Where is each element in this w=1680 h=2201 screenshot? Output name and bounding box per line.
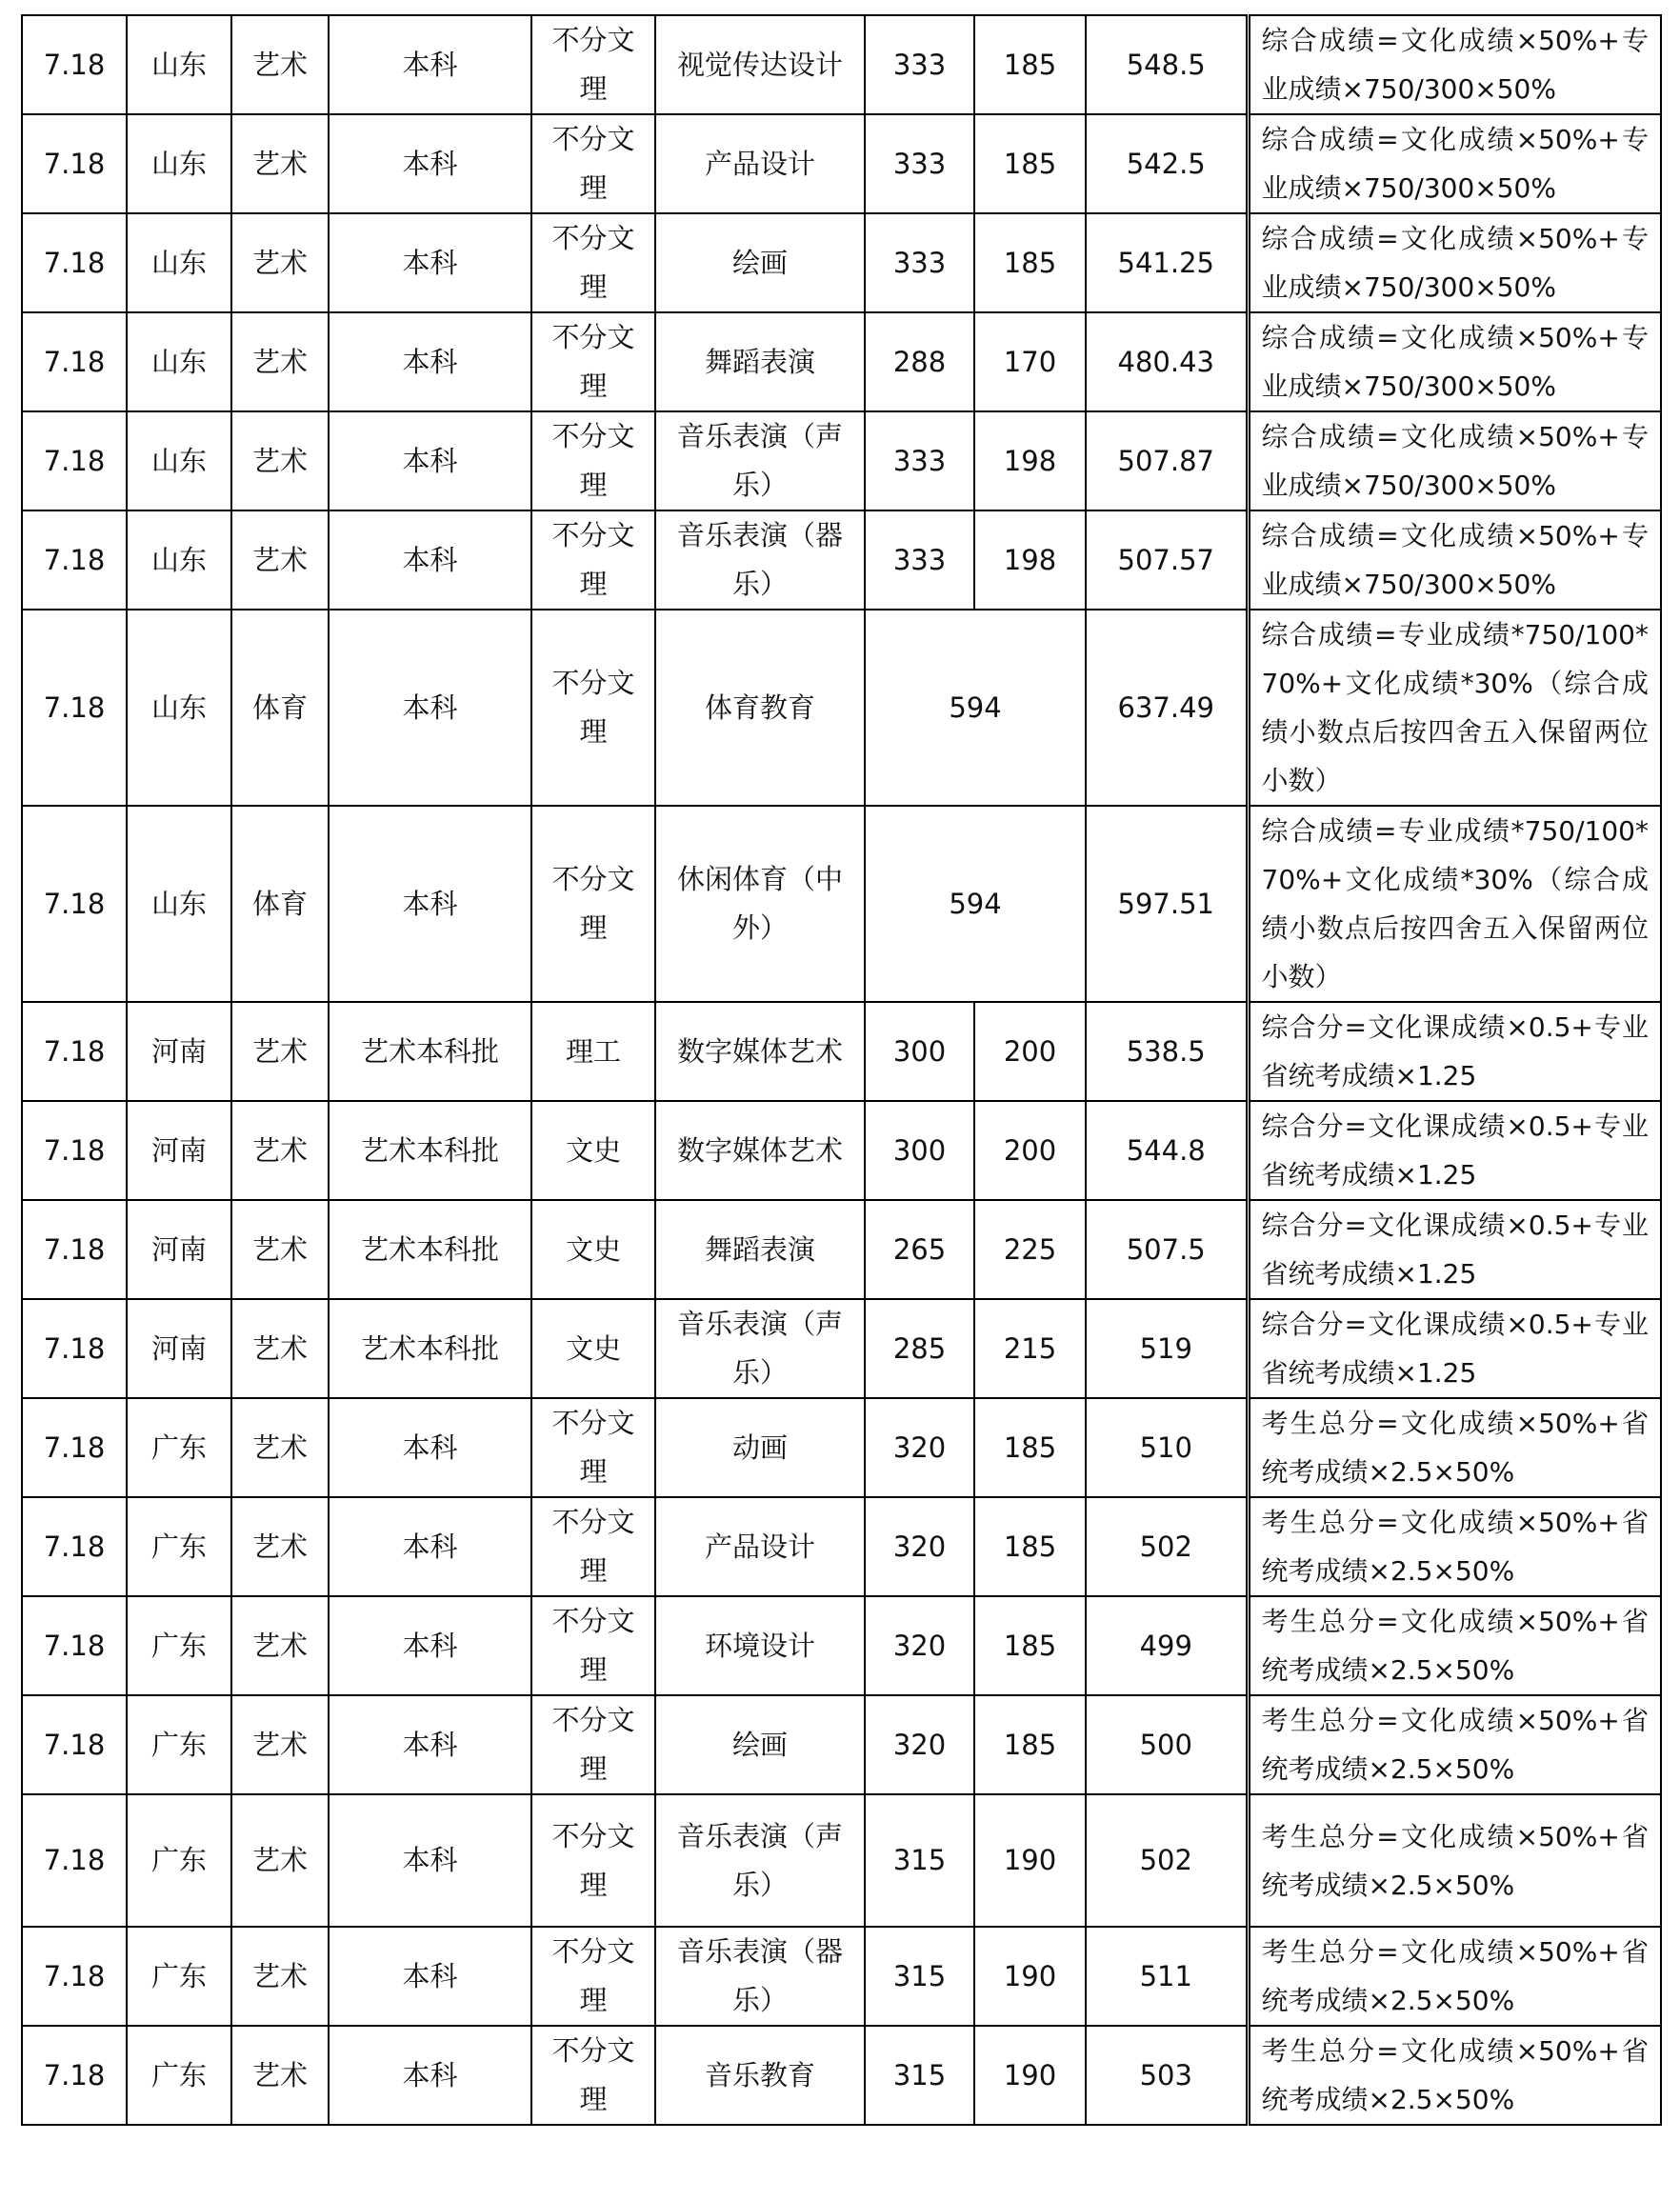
cell-cultural-line: 320	[865, 1497, 974, 1596]
table-row	[22, 2026, 1661, 2125]
cell-formula: 综合成绩=文化成绩×50%+专业成绩×750/300×50%	[1248, 510, 1661, 610]
cell-date: 7.18	[22, 312, 127, 411]
cell-major: 绘画	[655, 213, 865, 312]
table-row	[22, 213, 1661, 312]
cell-batch: 本科	[329, 610, 531, 806]
cell-province: 山东	[127, 213, 231, 312]
cell-province: 河南	[127, 1002, 231, 1101]
cell-batch: 本科	[329, 1695, 531, 1794]
cell-professional-line: 185	[974, 114, 1086, 213]
cell-cultural-line: 333	[865, 15, 974, 114]
cell-category: 艺术	[231, 1200, 329, 1299]
cell-formula: 综合成绩=专业成绩*750/100*70%+文化成绩*30%（综合成绩小数点后按四舍五入保留两位小数）	[1248, 610, 1661, 806]
table-row	[22, 1398, 1661, 1497]
cell-cultural-line: 320	[865, 1596, 974, 1695]
cell-min-score: 548.5	[1086, 15, 1248, 114]
cell-cultural-line: 285	[865, 1299, 974, 1398]
cell-min-score: 542.5	[1086, 114, 1248, 213]
cell-subject: 不分文理	[531, 411, 655, 510]
cell-subject: 不分文理	[531, 1794, 655, 1927]
cell-province: 山东	[127, 15, 231, 114]
cell-control-line: 594	[865, 806, 1086, 1002]
cell-date: 7.18	[22, 114, 127, 213]
cell-professional-line: 185	[974, 1398, 1086, 1497]
cell-formula: 综合成绩=文化成绩×50%+专业成绩×750/300×50%	[1248, 114, 1661, 213]
cell-major: 音乐表演（声乐）	[655, 411, 865, 510]
cell-cultural-line: 320	[865, 1695, 974, 1794]
cell-cultural-line: 300	[865, 1002, 974, 1101]
cell-cultural-line: 333	[865, 114, 974, 213]
cell-category: 艺术	[231, 1002, 329, 1101]
cell-cultural-line: 333	[865, 213, 974, 312]
admission-score-table	[21, 14, 1662, 2126]
cell-batch: 本科	[329, 806, 531, 1002]
cell-professional-line: 198	[974, 510, 1086, 610]
cell-major: 动画	[655, 1398, 865, 1497]
cell-batch: 本科	[329, 1497, 531, 1596]
cell-formula: 综合分=文化课成绩×0.5+专业省统考成绩×1.25	[1248, 1299, 1661, 1398]
cell-professional-line: 190	[974, 2026, 1086, 2125]
cell-min-score: 507.5	[1086, 1200, 1248, 1299]
cell-province: 河南	[127, 1299, 231, 1398]
cell-formula: 考生总分=文化成绩×50%+省统考成绩×2.5×50%	[1248, 1927, 1661, 2026]
cell-batch: 本科	[329, 1398, 531, 1497]
cell-batch: 本科	[329, 114, 531, 213]
cell-category: 艺术	[231, 1497, 329, 1596]
cell-batch: 艺术本科批	[329, 1002, 531, 1101]
cell-major: 体育教育	[655, 610, 865, 806]
cell-date: 7.18	[22, 610, 127, 806]
cell-category: 艺术	[231, 1794, 329, 1927]
cell-professional-line: 225	[974, 1200, 1086, 1299]
cell-category: 艺术	[231, 1596, 329, 1695]
table-row	[22, 1002, 1661, 1101]
cell-date: 7.18	[22, 213, 127, 312]
cell-cultural-line: 265	[865, 1200, 974, 1299]
cell-batch: 本科	[329, 411, 531, 510]
table-row	[22, 610, 1661, 806]
cell-cultural-line: 315	[865, 2026, 974, 2125]
cell-subject: 理工	[531, 1002, 655, 1101]
cell-min-score: 544.8	[1086, 1101, 1248, 1200]
cell-formula: 考生总分=文化成绩×50%+省统考成绩×2.5×50%	[1248, 1596, 1661, 1695]
cell-control-line: 594	[865, 610, 1086, 806]
cell-subject: 不分文理	[531, 806, 655, 1002]
cell-province: 山东	[127, 312, 231, 411]
cell-category: 艺术	[231, 411, 329, 510]
cell-min-score: 511	[1086, 1927, 1248, 2026]
table-row	[22, 806, 1661, 1002]
cell-category: 艺术	[231, 1398, 329, 1497]
cell-subject: 不分文理	[531, 1927, 655, 2026]
cell-category: 体育	[231, 806, 329, 1002]
cell-formula: 综合成绩=文化成绩×50%+专业成绩×750/300×50%	[1248, 411, 1661, 510]
cell-province: 广东	[127, 1398, 231, 1497]
cell-batch: 本科	[329, 510, 531, 610]
cell-subject: 不分文理	[531, 213, 655, 312]
table-row	[22, 15, 1661, 114]
cell-formula: 考生总分=文化成绩×50%+省统考成绩×2.5×50%	[1248, 1497, 1661, 1596]
cell-province: 河南	[127, 1200, 231, 1299]
cell-batch: 艺术本科批	[329, 1101, 531, 1200]
table-row	[22, 1200, 1661, 1299]
cell-major: 环境设计	[655, 1596, 865, 1695]
cell-formula: 综合分=文化课成绩×0.5+专业省统考成绩×1.25	[1248, 1101, 1661, 1200]
cell-major: 音乐表演（声乐）	[655, 1794, 865, 1927]
cell-formula: 综合成绩=文化成绩×50%+专业成绩×750/300×50%	[1248, 15, 1661, 114]
table-row	[22, 1497, 1661, 1596]
cell-province: 河南	[127, 1101, 231, 1200]
cell-cultural-line: 315	[865, 1794, 974, 1927]
cell-cultural-line: 300	[865, 1101, 974, 1200]
cell-category: 艺术	[231, 510, 329, 610]
cell-min-score: 519	[1086, 1299, 1248, 1398]
cell-category: 艺术	[231, 1927, 329, 2026]
cell-date: 7.18	[22, 1002, 127, 1101]
cell-batch: 本科	[329, 1794, 531, 1927]
table-body	[22, 15, 1661, 2125]
cell-cultural-line: 320	[865, 1398, 974, 1497]
cell-subject: 文史	[531, 1299, 655, 1398]
cell-province: 山东	[127, 806, 231, 1002]
cell-cultural-line: 333	[865, 510, 974, 610]
cell-province: 山东	[127, 610, 231, 806]
cell-major: 数字媒体艺术	[655, 1002, 865, 1101]
cell-min-score: 502	[1086, 1497, 1248, 1596]
cell-cultural-line: 315	[865, 1927, 974, 2026]
cell-professional-line: 185	[974, 213, 1086, 312]
cell-batch: 本科	[329, 2026, 531, 2125]
cell-major: 数字媒体艺术	[655, 1101, 865, 1200]
table-row	[22, 1695, 1661, 1794]
table-row	[22, 1927, 1661, 2026]
cell-batch: 本科	[329, 1596, 531, 1695]
cell-min-score: 503	[1086, 2026, 1248, 2125]
table-row	[22, 1101, 1661, 1200]
table-row	[22, 1596, 1661, 1695]
cell-subject: 不分文理	[531, 1398, 655, 1497]
cell-subject: 文史	[531, 1101, 655, 1200]
cell-formula: 考生总分=文化成绩×50%+省统考成绩×2.5×50%	[1248, 1398, 1661, 1497]
cell-major: 音乐教育	[655, 2026, 865, 2125]
cell-major: 绘画	[655, 1695, 865, 1794]
cell-min-score: 507.57	[1086, 510, 1248, 610]
cell-professional-line: 200	[974, 1002, 1086, 1101]
cell-category: 艺术	[231, 312, 329, 411]
cell-professional-line: 200	[974, 1101, 1086, 1200]
cell-date: 7.18	[22, 1299, 127, 1398]
cell-formula: 考生总分=文化成绩×50%+省统考成绩×2.5×50%	[1248, 1794, 1661, 1927]
cell-province: 广东	[127, 1695, 231, 1794]
cell-category: 艺术	[231, 2026, 329, 2125]
cell-date: 7.18	[22, 1497, 127, 1596]
cell-subject: 不分文理	[531, 114, 655, 213]
cell-subject: 文史	[531, 1200, 655, 1299]
cell-province: 山东	[127, 510, 231, 610]
cell-min-score: 500	[1086, 1695, 1248, 1794]
cell-subject: 不分文理	[531, 15, 655, 114]
cell-date: 7.18	[22, 510, 127, 610]
table-row	[22, 1794, 1661, 1927]
cell-category: 艺术	[231, 1299, 329, 1398]
cell-major: 音乐表演（器乐）	[655, 510, 865, 610]
cell-professional-line: 185	[974, 1596, 1086, 1695]
cell-province: 山东	[127, 411, 231, 510]
cell-subject: 不分文理	[531, 2026, 655, 2125]
table-row	[22, 411, 1661, 510]
cell-category: 艺术	[231, 15, 329, 114]
cell-professional-line: 190	[974, 1794, 1086, 1927]
cell-min-score: 538.5	[1086, 1002, 1248, 1101]
cell-category: 艺术	[231, 1695, 329, 1794]
cell-subject: 不分文理	[531, 1695, 655, 1794]
cell-batch: 艺术本科批	[329, 1299, 531, 1398]
cell-date: 7.18	[22, 1596, 127, 1695]
cell-subject: 不分文理	[531, 312, 655, 411]
cell-major: 视觉传达设计	[655, 15, 865, 114]
cell-professional-line: 185	[974, 1695, 1086, 1794]
cell-formula: 综合成绩=文化成绩×50%+专业成绩×750/300×50%	[1248, 312, 1661, 411]
table-row	[22, 1299, 1661, 1398]
cell-min-score: 499	[1086, 1596, 1248, 1695]
cell-date: 7.18	[22, 1695, 127, 1794]
cell-date: 7.18	[22, 1927, 127, 2026]
cell-date: 7.18	[22, 411, 127, 510]
cell-batch: 本科	[329, 213, 531, 312]
cell-min-score: 480.43	[1086, 312, 1248, 411]
cell-major: 休闲体育（中外）	[655, 806, 865, 1002]
cell-major: 产品设计	[655, 1497, 865, 1596]
cell-professional-line: 185	[974, 1497, 1086, 1596]
cell-formula: 综合分=文化课成绩×0.5+专业省统考成绩×1.25	[1248, 1002, 1661, 1101]
cell-province: 广东	[127, 1596, 231, 1695]
cell-province: 山东	[127, 114, 231, 213]
cell-formula: 考生总分=文化成绩×50%+省统考成绩×2.5×50%	[1248, 2026, 1661, 2125]
cell-subject: 不分文理	[531, 510, 655, 610]
cell-subject: 不分文理	[531, 1596, 655, 1695]
cell-date: 7.18	[22, 806, 127, 1002]
cell-batch: 本科	[329, 312, 531, 411]
cell-date: 7.18	[22, 2026, 127, 2125]
cell-cultural-line: 333	[865, 411, 974, 510]
cell-category: 艺术	[231, 213, 329, 312]
cell-professional-line: 215	[974, 1299, 1086, 1398]
cell-professional-line: 198	[974, 411, 1086, 510]
cell-batch: 本科	[329, 1927, 531, 2026]
cell-formula: 综合分=文化课成绩×0.5+专业省统考成绩×1.25	[1248, 1200, 1661, 1299]
cell-major: 音乐表演（声乐）	[655, 1299, 865, 1398]
cell-category: 体育	[231, 610, 329, 806]
cell-province: 广东	[127, 2026, 231, 2125]
cell-major: 舞蹈表演	[655, 1200, 865, 1299]
cell-min-score: 541.25	[1086, 213, 1248, 312]
cell-date: 7.18	[22, 1200, 127, 1299]
cell-category: 艺术	[231, 1101, 329, 1200]
cell-date: 7.18	[22, 15, 127, 114]
cell-min-score: 637.49	[1086, 610, 1248, 806]
cell-batch: 本科	[329, 15, 531, 114]
cell-date: 7.18	[22, 1398, 127, 1497]
cell-formula: 综合成绩=专业成绩*750/100*70%+文化成绩*30%（综合成绩小数点后按四舍五入保留两位小数）	[1248, 806, 1661, 1002]
cell-professional-line: 185	[974, 15, 1086, 114]
cell-professional-line: 190	[974, 1927, 1086, 2026]
cell-min-score: 502	[1086, 1794, 1248, 1927]
cell-date: 7.18	[22, 1794, 127, 1927]
table-row	[22, 312, 1661, 411]
cell-province: 广东	[127, 1794, 231, 1927]
score-table-wrapper	[21, 14, 1662, 2126]
cell-cultural-line: 288	[865, 312, 974, 411]
cell-min-score: 510	[1086, 1398, 1248, 1497]
cell-batch: 艺术本科批	[329, 1200, 531, 1299]
cell-major: 舞蹈表演	[655, 312, 865, 411]
cell-subject: 不分文理	[531, 1497, 655, 1596]
cell-date: 7.18	[22, 1101, 127, 1200]
cell-subject: 不分文理	[531, 610, 655, 806]
cell-formula: 考生总分=文化成绩×50%+省统考成绩×2.5×50%	[1248, 1695, 1661, 1794]
cell-min-score: 597.51	[1086, 806, 1248, 1002]
table-row	[22, 510, 1661, 610]
cell-professional-line: 170	[974, 312, 1086, 411]
cell-min-score: 507.87	[1086, 411, 1248, 510]
cell-major: 音乐表演（器乐）	[655, 1927, 865, 2026]
cell-province: 广东	[127, 1927, 231, 2026]
cell-formula: 综合成绩=文化成绩×50%+专业成绩×750/300×50%	[1248, 213, 1661, 312]
cell-category: 艺术	[231, 114, 329, 213]
cell-major: 产品设计	[655, 114, 865, 213]
table-row	[22, 114, 1661, 213]
cell-province: 广东	[127, 1497, 231, 1596]
